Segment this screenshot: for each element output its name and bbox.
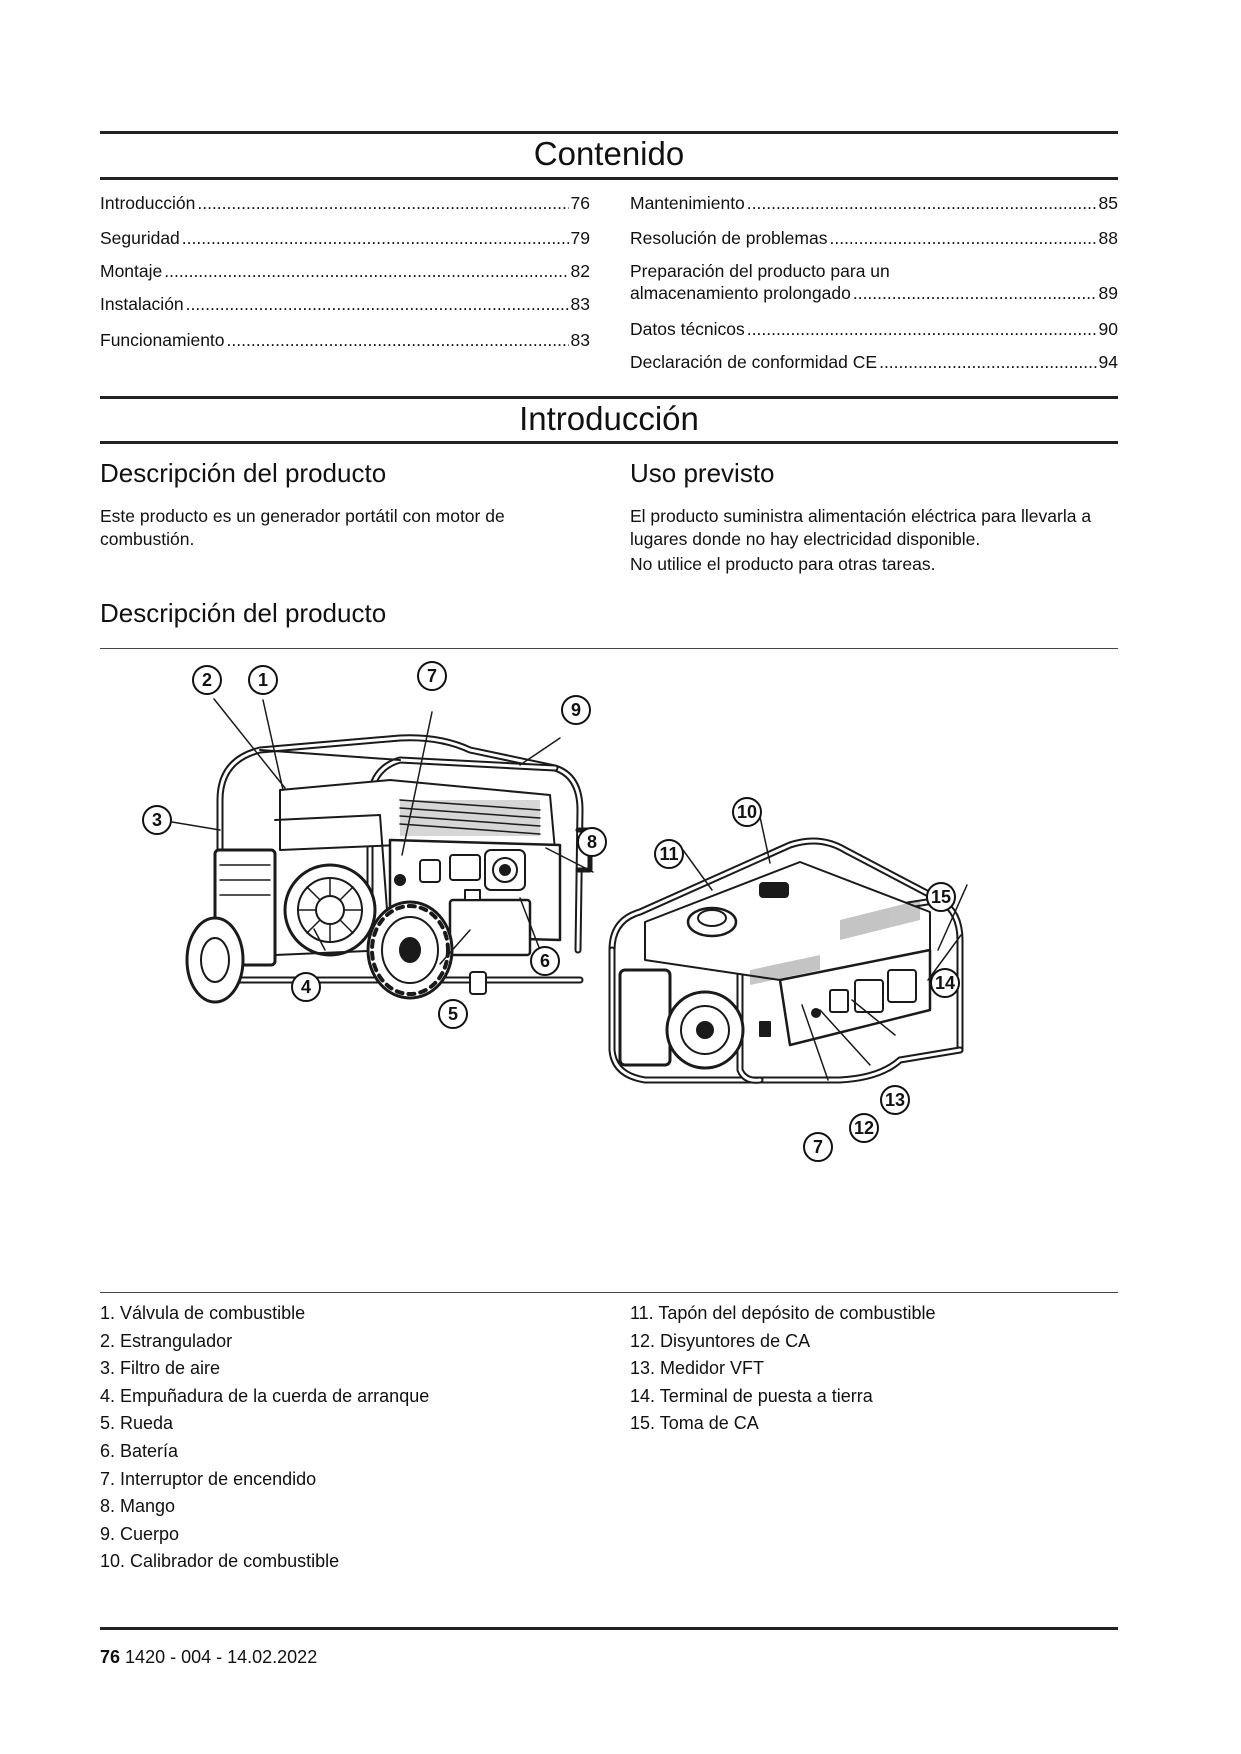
callout-11 (655, 840, 683, 868)
toc-leader (829, 227, 1096, 249)
front-wheel (368, 902, 452, 998)
intro-title: Introducción (519, 400, 699, 437)
callout-label: 4 (300, 977, 312, 997)
toc-page: 89 (1098, 283, 1118, 303)
toc-leader (227, 329, 569, 351)
callout-12 (850, 1114, 878, 1142)
toc-entry[interactable] (630, 192, 1118, 214)
contents-bottom-rule (100, 177, 1118, 180)
legend-item: 14. Terminal de puesta a tierra (630, 1385, 873, 1406)
legend-item: 12. Disyuntores de CA (630, 1330, 811, 1351)
callout-14 (931, 969, 959, 997)
toc-entry[interactable] (630, 318, 1118, 340)
toc-page: 82 (570, 261, 590, 281)
toc-leader (197, 192, 568, 214)
toc-page: 76 (570, 193, 590, 213)
callout-7a (418, 662, 446, 690)
contents-top-rule (100, 131, 1118, 134)
legend-item: 4. Empuñadura de la cuerda de arranque (100, 1385, 430, 1406)
callout-4 (292, 973, 320, 1001)
callout-label: 7 (426, 666, 438, 686)
legend-left (100, 1300, 429, 1576)
callout-label: 1 (257, 670, 269, 690)
product-description-heading: Descripción del producto (100, 458, 387, 488)
legend-item: 5. Rueda (100, 1413, 174, 1434)
callout-label: 13 (884, 1090, 906, 1110)
toc-entry[interactable] (100, 260, 590, 282)
toc-label: Introducción (100, 193, 196, 213)
intended-use-text: El producto suministra alimentación eléctrica para llevarla a lugares donde no hay electricidad disponible. (630, 506, 1092, 549)
callout-label: 14 (934, 973, 956, 993)
toc-page: 94 (1098, 352, 1118, 372)
toc-label: Seguridad (100, 228, 180, 248)
callout-label: 7 (812, 1137, 824, 1157)
toc-leader (879, 351, 1096, 373)
toc-leader (747, 318, 1097, 340)
toc-label: Funcionamiento (100, 330, 225, 350)
toc-page: 88 (1098, 228, 1118, 248)
legend-item: 10. Calibrador de combustible (100, 1551, 340, 1572)
footer-rule (100, 1627, 1118, 1630)
intended-use-heading: Uso previsto (630, 458, 775, 488)
toc-entry[interactable] (630, 282, 1118, 304)
figure-top-rule (100, 648, 1118, 649)
toc-label: Instalación (100, 294, 184, 314)
legend-top-rule (100, 1292, 1118, 1293)
toc-label: Datos técnicos (630, 319, 745, 339)
legend-item: 9. Cuerpo (100, 1523, 180, 1544)
generator-front-view (187, 738, 590, 1002)
toc-leader (853, 282, 1097, 304)
callout-1 (249, 666, 277, 694)
toc-leader (747, 192, 1097, 214)
intended-use-warning: No utilice el producto para otras tareas. (630, 554, 936, 574)
intro-bottom-rule (100, 441, 1118, 444)
legend-item: 11. Tapón del depósito de combustible (630, 1303, 936, 1323)
toc-page: 90 (1098, 319, 1118, 339)
toc-entry[interactable] (100, 293, 590, 315)
callout-13 (881, 1086, 909, 1114)
callout-5 (439, 1000, 467, 1028)
toc-entry-line1[interactable] (630, 260, 1118, 282)
legend-item: 8. Mango (100, 1496, 176, 1517)
legend-right (630, 1300, 936, 1438)
toc-page: 85 (1098, 193, 1118, 213)
callout-3 (143, 806, 171, 834)
legend-item: 2. Estrangulador (100, 1330, 233, 1351)
callout-2 (193, 666, 221, 694)
callout-label: 8 (586, 832, 598, 852)
toc-label: almacenamiento prolongado (630, 283, 851, 303)
toc-leader (186, 293, 569, 315)
intro-top-rule (100, 396, 1118, 399)
toc-label: Montaje (100, 261, 163, 281)
product-description-heading-2: Descripción del producto (100, 598, 387, 628)
page-footer (100, 1647, 317, 1668)
toc-entry[interactable] (630, 227, 1118, 249)
callout-10 (733, 798, 761, 826)
toc-entry[interactable] (100, 329, 590, 351)
product-description-text: Este producto es un generador portátil con motor de combustión. (100, 506, 505, 549)
toc-entry[interactable] (630, 351, 1118, 373)
legend-item: 6. Batería (100, 1440, 179, 1461)
callout-8 (578, 828, 606, 856)
callout-15 (927, 883, 955, 911)
toc-page: 83 (570, 330, 590, 350)
toc-label: Mantenimiento (630, 193, 745, 213)
toc-label: Resolución de problemas (630, 228, 828, 248)
toc-page: 79 (570, 228, 590, 248)
toc-page: 83 (570, 294, 590, 314)
callout-label: 15 (930, 887, 952, 907)
legend-item: 7. Interruptor de encendido (100, 1468, 317, 1489)
toc-entry[interactable] (100, 192, 590, 214)
document-reference: 1420 - 004 - 14.02.2022 (125, 1647, 318, 1667)
toc-entry[interactable] (100, 227, 590, 249)
legend-item: 13. Medidor VFT (630, 1358, 765, 1379)
callout-label: 6 (539, 951, 551, 971)
legend-item: 1. Válvula de combustible (100, 1303, 306, 1323)
toc-label: Declaración de conformidad CE (630, 352, 878, 372)
callout-7b (804, 1133, 832, 1161)
callout-label: 10 (736, 802, 758, 822)
legend-item: 15. Toma de CA (630, 1413, 759, 1434)
callout-label: 9 (570, 700, 582, 720)
legend-item: 3. Filtro de aire (100, 1358, 221, 1379)
contents-title: Contenido (533, 135, 685, 172)
toc-leader (164, 260, 568, 282)
callout-label: 12 (853, 1118, 875, 1138)
callout-6 (531, 947, 559, 975)
callout-label: 3 (151, 810, 163, 830)
manual-page (100, 0, 1118, 1754)
callout-9 (562, 696, 590, 724)
callout-label: 5 (447, 1004, 459, 1024)
page-number: 76 (100, 1647, 121, 1667)
toc-label: Preparación del producto para un (630, 261, 890, 281)
toc-leader (182, 227, 569, 249)
generator-rear-view (612, 841, 960, 1080)
generator-illustration (100, 650, 1118, 1290)
callout-label: 11 (659, 844, 679, 864)
callout-label: 2 (201, 670, 213, 690)
